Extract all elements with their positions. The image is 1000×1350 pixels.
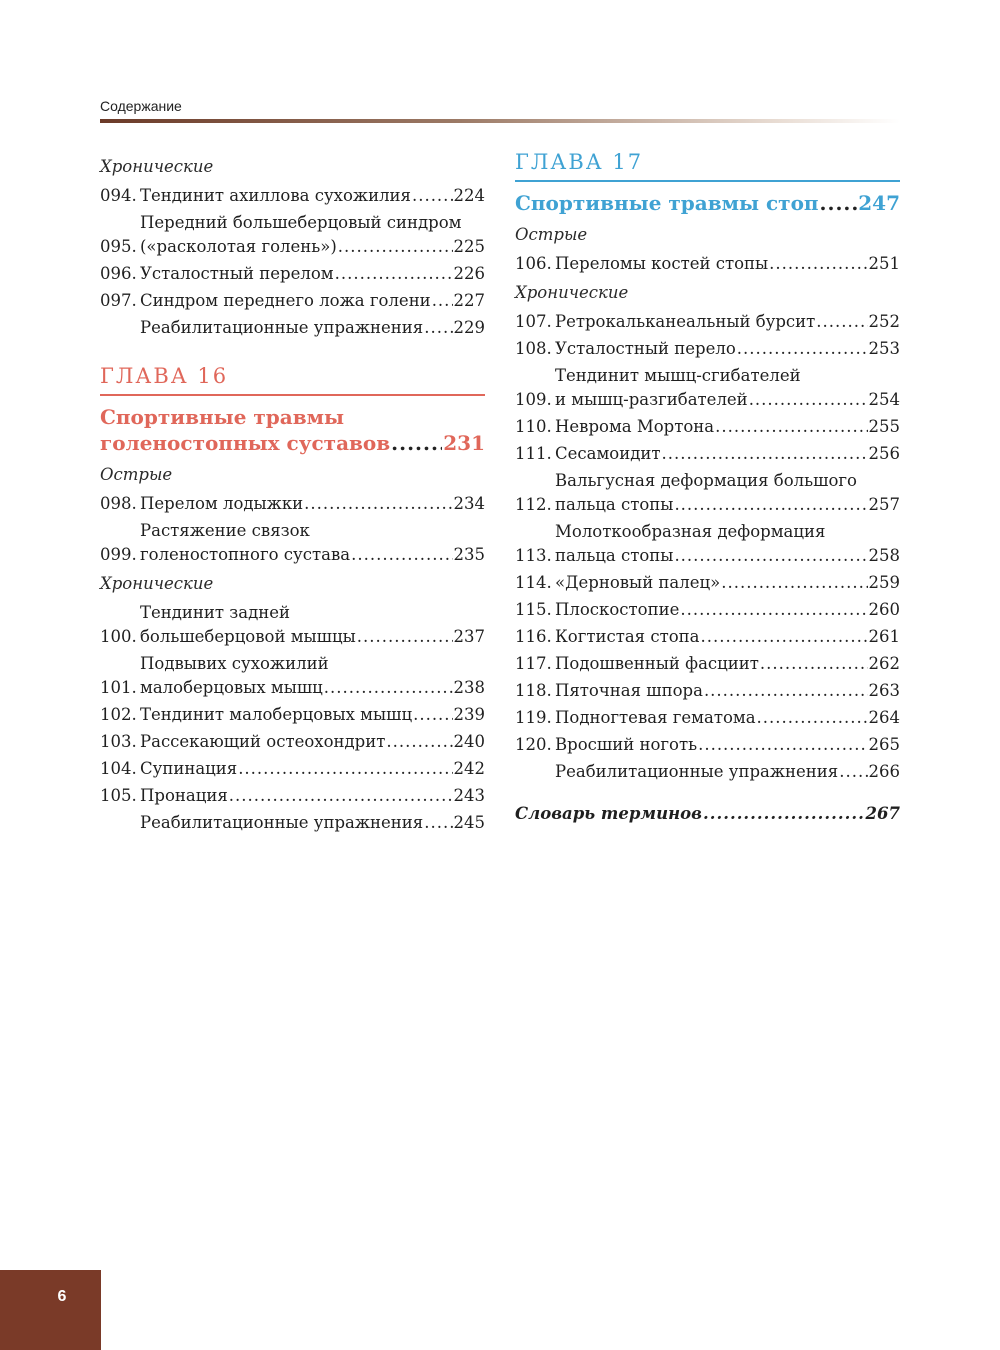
entry-title-line: Тендинит задней [140,603,291,622]
toc-entries-group [100,601,485,835]
toc-entry[interactable] [100,316,485,340]
entry-number: 095. [100,237,137,256]
entry-page-number: 260 [868,600,900,619]
entry-page-number: 227 [453,291,485,310]
entry-title-line: «Дерновый палец» [555,573,721,592]
entry-title-line: Передний большеберцовый синдром [140,213,462,232]
dot-leader [357,625,453,649]
entry-title-line: («расколотая голень») [140,237,337,256]
dot-leader [816,310,867,334]
toc-entry[interactable] [515,625,900,649]
entry-title-line: Пронация [140,786,228,805]
dot-leader [721,571,867,595]
entry-title-line: голеностопного сустава [140,545,351,564]
chapter-17-title[interactable] [515,190,900,216]
entry-page-number: 242 [453,759,485,778]
dot-leader [820,190,858,216]
entry-title-line: Плоскостопие [555,600,680,619]
dot-leader [424,811,452,835]
dot-leader [335,262,453,286]
toc-entries-group [100,184,485,340]
entry-title-line: Реабилитационные упражнения [140,318,424,337]
entry-title-line: Переломы костей стопы [555,254,769,273]
entry-number: 094. [100,186,137,205]
toc-entry[interactable] [100,601,485,649]
entry-page-number: 252 [868,312,900,331]
toc-entry[interactable] [100,811,485,835]
toc-entry[interactable] [100,757,485,781]
entry-title-line: Реабилитационные упражнения [555,762,839,781]
header-title: Содержание [100,98,182,114]
section-label-acute: Острые [100,465,173,484]
entry-number: 114. [515,573,552,592]
entry-number: 099. [100,545,137,564]
entry-page-number: 240 [453,732,485,751]
toc-entry[interactable] [100,652,485,700]
glossary-page: 267 [865,804,900,823]
toc-entry[interactable] [515,571,900,595]
entry-title-line: Вальгусная деформация большого [555,471,857,490]
toc-entry[interactable] [515,469,900,517]
entry-title-line: Тендинит ахиллова сухожилия [140,186,411,205]
dot-leader [703,802,865,826]
toc-entry[interactable] [515,415,900,439]
entry-number: 102. [100,705,137,724]
chapter-title-line: голеностопных суставов [100,431,391,455]
entry-title-line: Молоткообразная деформация [555,522,826,541]
entry-title-line: Перелом лодыжки [140,494,304,513]
entry-title-line: Когтистая стопа [555,627,700,646]
dot-leader [304,492,452,516]
section-label-chronic: Хронические [100,157,214,176]
entry-number: 100. [100,627,137,646]
dot-leader [412,184,453,208]
entry-number: 101. [100,678,137,697]
entry-page-number: 224 [453,186,485,205]
entry-page-number: 265 [868,735,900,754]
dot-leader [704,679,868,703]
dot-leader [424,316,452,340]
toc-entry[interactable] [100,519,485,567]
toc-entry[interactable] [515,733,900,757]
toc-entry[interactable] [100,703,485,727]
entry-number: 111. [515,444,552,463]
section-label-chronic: Хронические [515,283,629,302]
chapter-16-divider [100,394,485,396]
entry-page-number: 225 [453,237,485,256]
entry-title-line: Тендинит мышц-сгибателей [555,366,801,385]
entry-title-line: Тендинит малоберцовых мышц [140,705,413,724]
entry-title-line: Подвывих сухожилий [140,654,329,673]
chapter-page-number: 231 [443,431,485,455]
toc-entries-group [515,310,900,784]
entry-number: 104. [100,759,137,778]
toc-entry[interactable] [515,337,900,361]
entry-title-line: Неврома Мортона [555,417,715,436]
toc-entry[interactable] [515,679,900,703]
entry-title-line: малоберцовых мышц [140,678,323,697]
toc-entry[interactable] [515,252,900,276]
entry-number: 119. [515,708,552,727]
entry-title-line: Усталостный перелом [140,264,334,283]
entry-title-line: и мышц-разгибателей [555,390,748,409]
dot-leader [432,289,453,313]
entry-title-line: Синдром переднего ложа голени [140,291,431,310]
toc-entry[interactable] [100,730,485,754]
entry-number: 096. [100,264,137,283]
entry-number: 120. [515,735,552,754]
entry-page-number: 245 [453,813,485,832]
chapter-16-title[interactable] [100,404,485,456]
dot-leader [749,388,868,412]
entry-page-number: 238 [453,678,485,697]
toc-entries-group [100,492,485,567]
entry-title-line: Реабилитационные упражнения [140,813,424,832]
glossary-title: Словарь терминов [515,804,702,823]
entry-number: 107. [515,312,552,331]
entry-page-number: 226 [453,264,485,283]
toc-entry[interactable] [515,652,900,676]
toc-left-column [100,150,485,838]
toc-entry[interactable] [515,706,900,730]
toc-entry[interactable] [100,184,485,208]
entry-number: 106. [515,254,552,273]
dot-leader [680,598,867,622]
chapter-16-label: ГЛАВА 16 [100,364,229,388]
toc-entry[interactable] [515,310,900,334]
entry-page-number: 261 [868,627,900,646]
dot-leader [698,733,867,757]
dot-leader [839,760,867,784]
entry-page-number: 257 [868,495,900,514]
toc-right-column [515,150,900,829]
entry-title-line: Подошвенный фасциит [555,654,759,673]
entry-number: 103. [100,732,137,751]
dot-leader [338,235,453,259]
dot-leader [769,252,867,276]
dot-leader [700,625,867,649]
entry-title-line: Растяжение связок [140,521,310,540]
toc-entry[interactable] [515,598,900,622]
chapter-title-line: Спортивные травмы [100,405,345,429]
entry-page-number: 243 [453,786,485,805]
toc-entry[interactable] [515,520,900,568]
entry-page-number: 234 [453,494,485,513]
toc-entry[interactable] [100,784,485,808]
dot-leader [238,757,452,781]
toc-entry[interactable] [100,289,485,313]
dot-leader [760,652,868,676]
dot-leader [737,337,868,361]
entry-number: 115. [515,600,552,619]
entry-number: 117. [515,654,552,673]
entry-title-line: Ретрокальканеальный бурсит [555,312,816,331]
toc-entry[interactable] [100,262,485,286]
entry-title-line: Пяточная шпора [555,681,703,700]
glossary-entry[interactable] [515,802,900,826]
dot-leader [674,544,867,568]
entry-page-number: 235 [453,545,485,564]
toc-entry[interactable] [100,492,485,516]
entry-page-number: 254 [868,390,900,409]
toc-entry[interactable] [515,760,900,784]
section-label-chronic: Хронические [100,574,214,593]
entry-page-number: 253 [868,339,900,358]
entry-title-line: Вросший ноготь [555,735,698,754]
entry-title-line: Супинация [140,759,238,778]
entry-number: 118. [515,681,552,700]
entry-page-number: 229 [453,318,485,337]
dot-leader [757,706,868,730]
toc-entry[interactable] [515,364,900,412]
entry-number: 109. [515,390,552,409]
entry-number: 108. [515,339,552,358]
section-label-acute: Острые [515,225,588,244]
entry-page-number: 263 [868,681,900,700]
chapter-17-divider [515,180,900,182]
entry-number: 097. [100,291,137,310]
header-divider [100,119,900,123]
entry-page-number: 251 [868,254,900,273]
dot-leader [413,703,452,727]
entry-page-number: 266 [868,762,900,781]
entry-title-line: большеберцовой мышцы [140,627,356,646]
entry-title-line: пальца стопы [555,546,674,565]
entry-page-number: 259 [868,573,900,592]
entry-number: 113. [515,546,552,565]
entry-number: 112. [515,495,552,514]
entry-number: 116. [515,627,552,646]
entry-page-number: 256 [868,444,900,463]
entry-page-number: 258 [868,546,900,565]
entry-title-line: Рассекающий остеохондрит [140,732,386,751]
dot-leader [351,543,452,567]
entry-page-number: 237 [453,627,485,646]
entry-page-number: 239 [453,705,485,724]
chapter-17-label: ГЛАВА 17 [515,150,644,174]
dot-leader [715,415,867,439]
toc-entry[interactable] [100,211,485,259]
entry-title-line: Подногтевая гематома [555,708,756,727]
entry-page-number: 262 [868,654,900,673]
entry-number: 105. [100,786,137,805]
entry-page-number: 255 [868,417,900,436]
page-number-tab [0,1270,101,1350]
chapter-page-number: 247 [858,191,900,215]
toc-entries-group [515,252,900,276]
dot-leader [662,442,868,466]
entry-title-line: пальца стопы [555,495,674,514]
dot-leader [324,676,453,700]
dot-leader [386,730,452,754]
entry-number: 098. [100,494,137,513]
dot-leader [674,493,867,517]
dot-leader [391,430,442,456]
page-number: 6 [57,1288,67,1305]
entry-page-number: 264 [868,708,900,727]
dot-leader [229,784,453,808]
chapter-title-line: Спортивные травмы стоп [515,191,819,215]
entry-title-line: Сесамоидит [555,444,661,463]
entry-number: 110. [515,417,552,436]
entry-title-line: Усталостный перело [555,339,736,358]
toc-entry[interactable] [515,442,900,466]
